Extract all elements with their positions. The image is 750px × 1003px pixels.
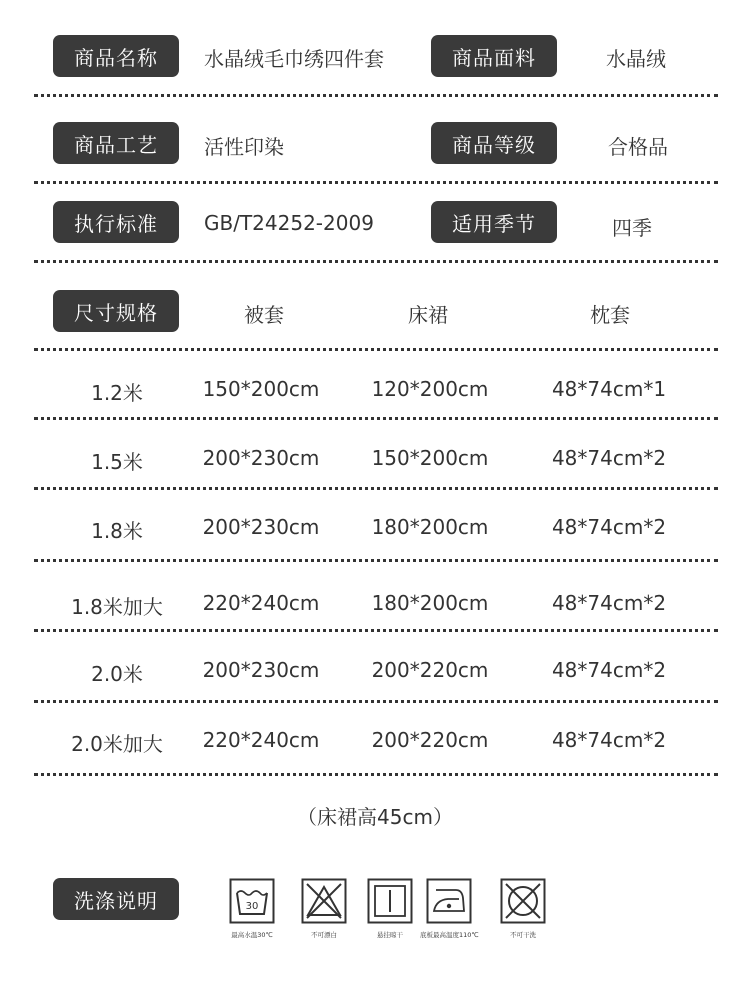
size-label: 尺寸规格 — [53, 290, 179, 332]
row-pillow: 48*74cm*2 — [551, 515, 667, 539]
wash-temp: 30 — [245, 901, 259, 912]
row-pillow: 48*74cm*2 — [551, 591, 667, 615]
grade-value: 合格品 — [608, 135, 668, 159]
row-size: 2.0米 — [91, 662, 143, 686]
row-pillow: 48*74cm*1 — [551, 377, 667, 401]
row-duvet: 200*230cm — [202, 515, 320, 539]
divider — [34, 260, 718, 263]
divider — [34, 559, 718, 562]
name-value: 水晶绒毛巾绣四件套 — [204, 47, 384, 71]
row-skirt: 120*200cm — [371, 377, 489, 401]
header-duvet: 被套 — [244, 303, 284, 327]
divider — [34, 700, 718, 703]
fabric-value: 水晶绒 — [606, 47, 666, 71]
row-pillow: 48*74cm*2 — [551, 658, 667, 682]
row-pillow: 48*74cm*2 — [551, 728, 667, 752]
season-value: 四季 — [612, 216, 652, 240]
care-item-no-dry-clean — [500, 878, 546, 939]
care-caption: 不可漂白 — [311, 931, 337, 939]
craft-value: 活性印染 — [204, 135, 284, 159]
care-caption: 最高水温30℃ — [231, 931, 273, 939]
care-item-no-bleach — [301, 878, 347, 939]
care-caption: 底板最高温度110℃ — [420, 931, 479, 939]
care-caption: 悬挂晾干 — [377, 931, 403, 939]
row-skirt: 180*200cm — [371, 515, 489, 539]
no-dry-clean-icon — [500, 878, 546, 924]
care-item-iron — [420, 878, 479, 939]
care-caption: 不可干洗 — [510, 931, 536, 939]
row-size: 1.2米 — [91, 381, 143, 405]
header-pillowcase: 枕套 — [590, 303, 630, 327]
row-duvet: 220*240cm — [202, 728, 320, 752]
standard-label: 执行标准 — [53, 201, 179, 243]
row-duvet: 220*240cm — [202, 591, 320, 615]
iron-icon — [426, 878, 472, 924]
row-skirt: 180*200cm — [371, 591, 489, 615]
row-skirt: 150*200cm — [371, 446, 489, 470]
bed-skirt-height-note: （床裙高45cm） — [297, 805, 453, 829]
hang-dry-icon — [367, 878, 413, 924]
row-duvet: 150*200cm — [202, 377, 320, 401]
row-duvet: 200*230cm — [202, 658, 320, 682]
row-size: 1.5米 — [91, 450, 143, 474]
row-pillow: 48*74cm*2 — [551, 446, 667, 470]
divider — [34, 348, 718, 351]
craft-label: 商品工艺 — [53, 122, 179, 164]
care-item-wash — [229, 878, 275, 939]
row-duvet: 200*230cm — [202, 446, 320, 470]
standard-value: GB/T24252-2009 — [204, 211, 374, 235]
header-bed-skirt: 床裙 — [408, 303, 448, 327]
divider — [34, 773, 718, 776]
row-size: 1.8米 — [91, 519, 143, 543]
wash-30-icon — [229, 878, 275, 924]
row-size: 2.0米加大 — [71, 732, 163, 756]
care-item-hang-dry — [367, 878, 413, 939]
divider — [34, 629, 718, 632]
grade-label: 商品等级 — [431, 122, 557, 164]
divider — [34, 487, 718, 490]
row-skirt: 200*220cm — [371, 658, 489, 682]
row-skirt: 200*220cm — [371, 728, 489, 752]
divider — [34, 417, 718, 420]
care-label: 洗涤说明 — [53, 878, 179, 920]
no-bleach-icon — [301, 878, 347, 924]
row-size: 1.8米加大 — [71, 595, 163, 619]
fabric-label: 商品面料 — [431, 35, 557, 77]
season-label: 适用季节 — [431, 201, 557, 243]
divider — [34, 181, 718, 184]
divider — [34, 94, 718, 97]
name-label: 商品名称 — [53, 35, 179, 77]
